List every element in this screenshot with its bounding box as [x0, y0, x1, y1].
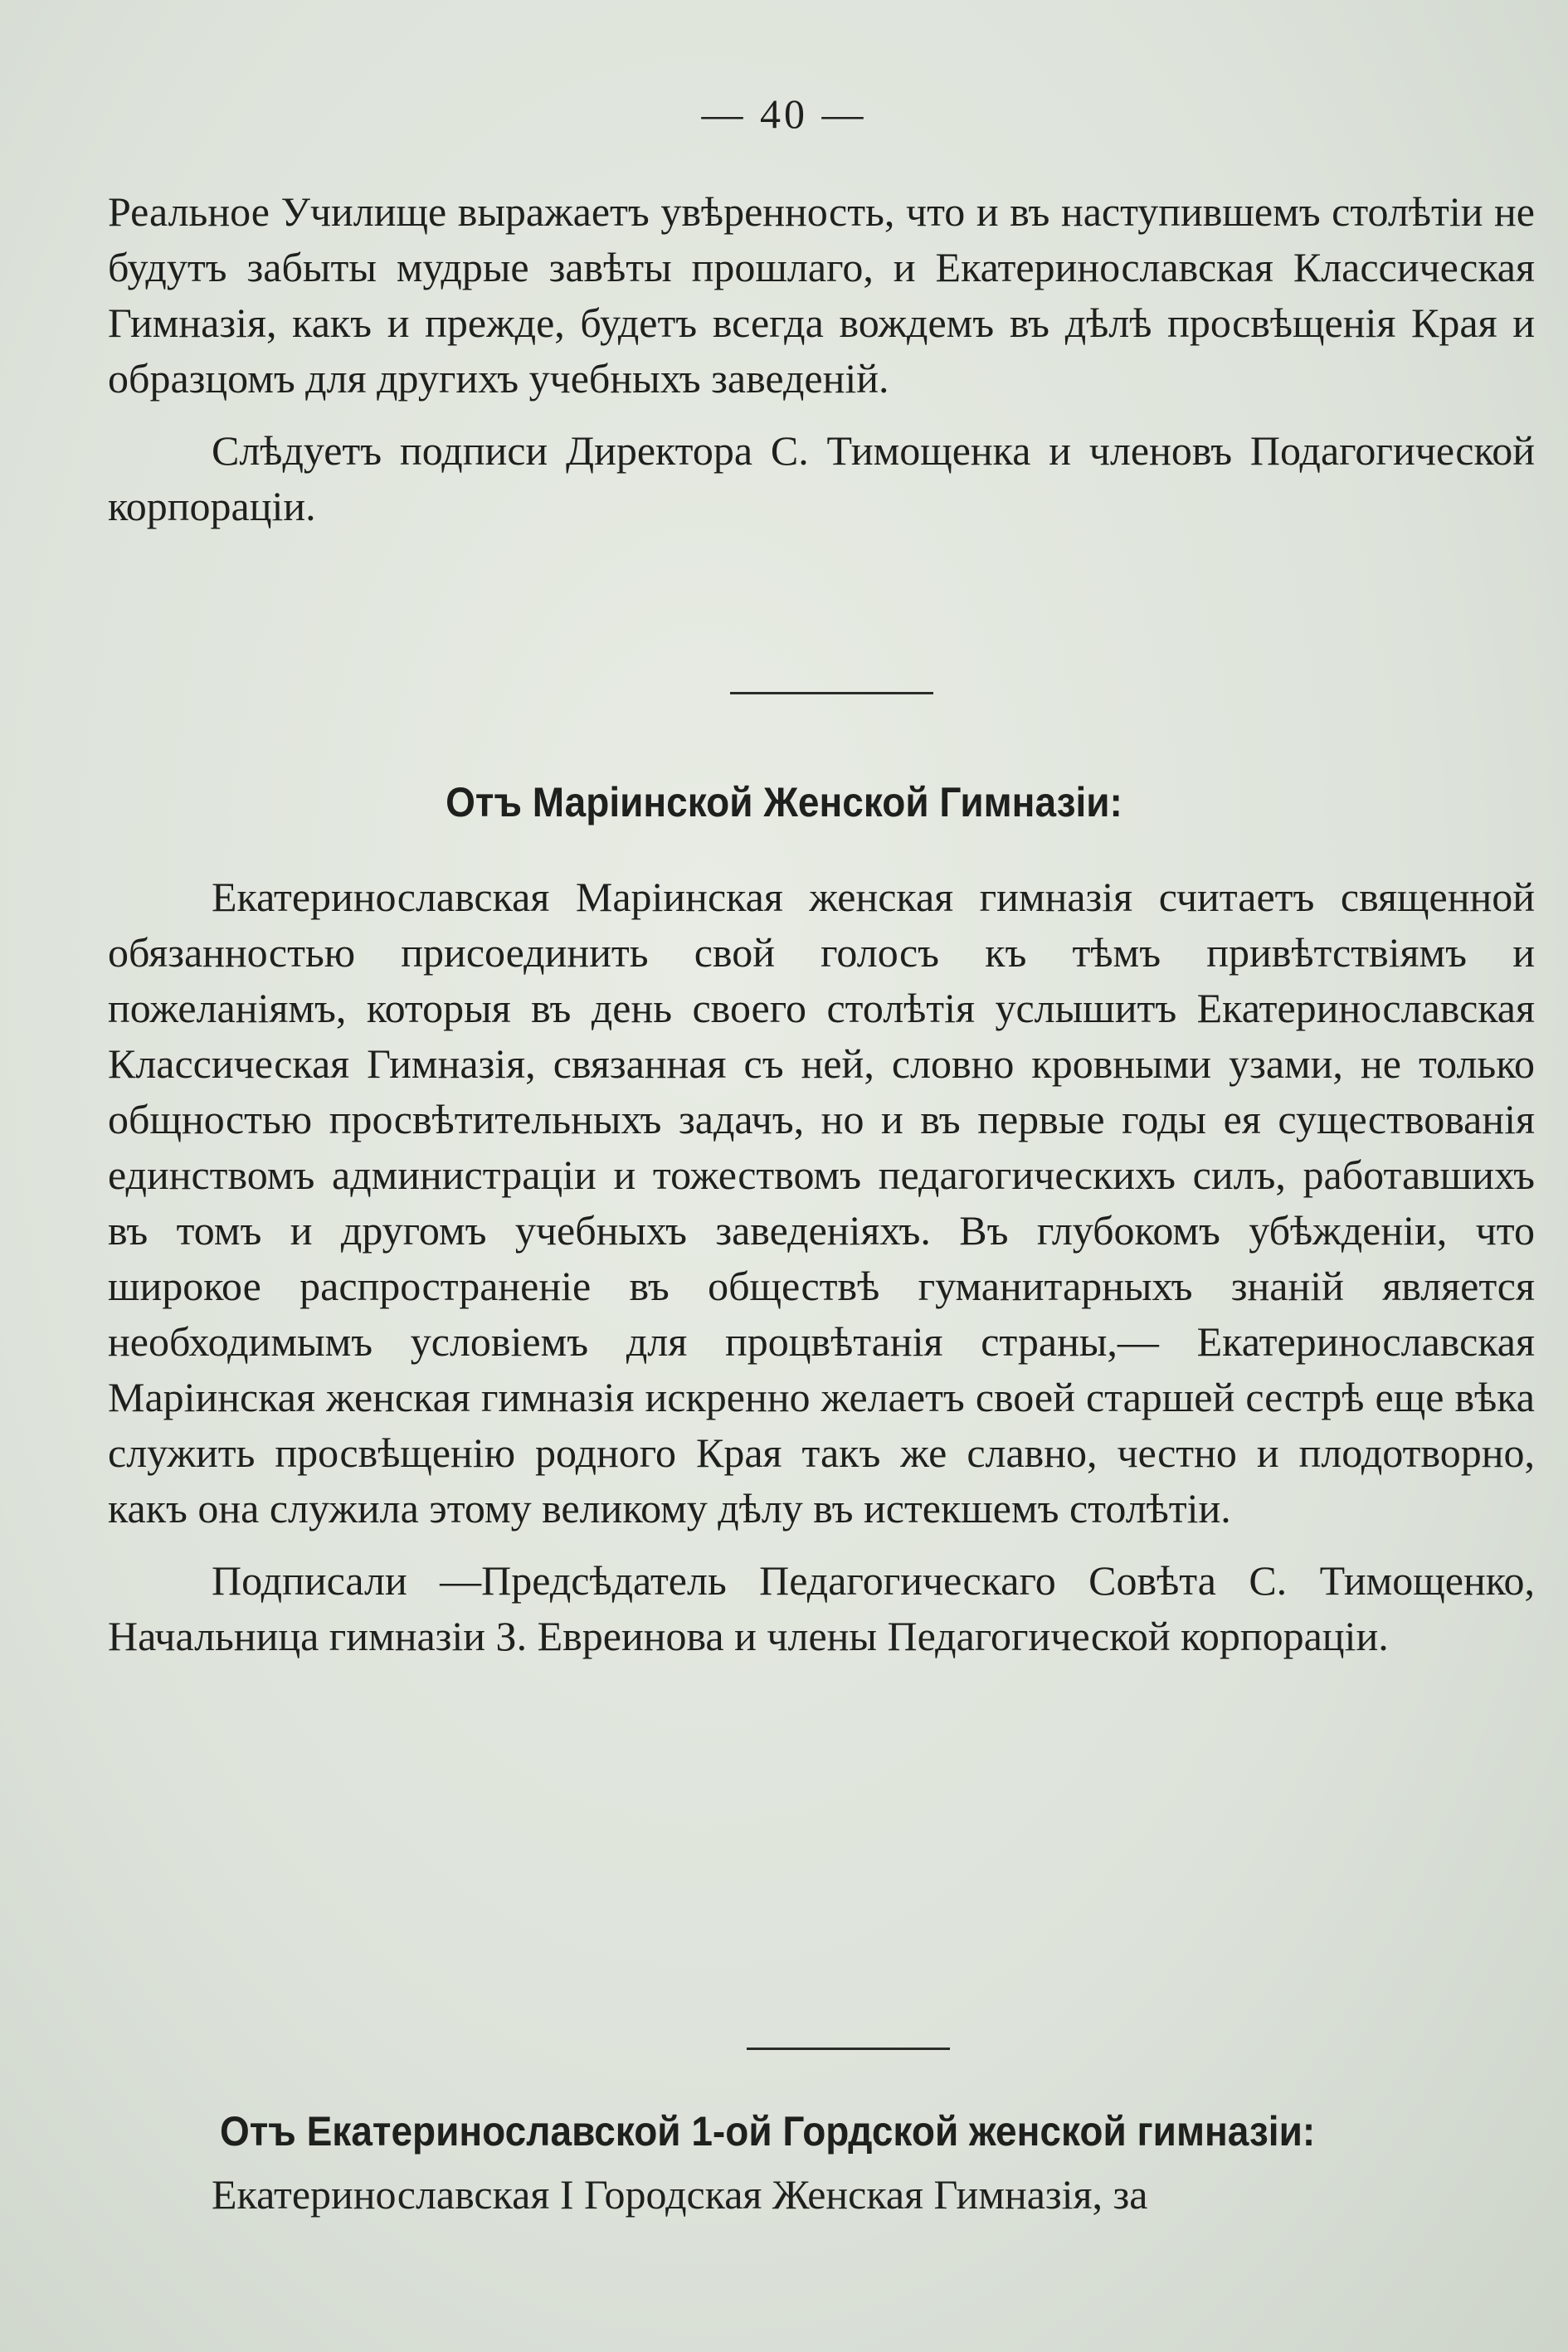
section-2-body	[108, 869, 1535, 1664]
signature-paragraph: Подписали —Предсѣдатель Педагогическаго Совѣта С. Тимощенко, Начальница гимназіи З. Евреинова и члены Педагогической корпораціи.	[108, 1557, 1535, 1659]
section-3-body	[108, 2167, 1535, 2223]
page-number: — 40 —	[701, 90, 867, 137]
section-heading: Отъ Маріинской Женской Гимназіи:	[446, 779, 1122, 825]
paragraph: Екатеринославская I Городская Женская Гимназія, за	[212, 2171, 1148, 2218]
section-divider	[730, 692, 933, 694]
section-1-continuation	[108, 184, 1535, 534]
paragraph: Екатеринославская Маріинская женская гимназія считаетъ священной обязанностью присоединить свой голосъ къ тѣмъ привѣтствіямъ и пожеланіямъ, которыя въ день своего столѣтія услышитъ Екатеринославская Классическая Гимназія, связанная съ ней, словно кровными узами, не только общностью просвѣтительныхъ задачъ, но и въ первые годы ея существованія единствомъ администраціи и тожествомъ педагогическихъ силъ, работавшихъ въ томъ и другомъ учебныхъ заведеніяхъ. Въ глубокомъ убѣжденіи, что широкое распространеніе въ обществѣ гуманитарныхъ знаній является необходимымъ условіемъ для процвѣтанія страны,— Екатеринославская Маріинская женская гимназія искренно желаетъ своей старшей сестрѣ еще вѣка служить просвѣщенію родного Края такъ же славно, честно и плодотворно, какъ она служила этому великому дѣлу въ истекшемъ столѣтіи.	[108, 874, 1535, 1531]
section-heading: Отъ Екатеринославской 1-ой Гордской женской гимназіи:	[220, 2108, 1316, 2155]
signature-paragraph: Слѣдуетъ подписи Директора С. Тимощенка и членовъ Подагогической корпораціи.	[108, 427, 1535, 529]
section-divider	[747, 2048, 950, 2050]
paragraph: Реальное Училище выражаетъ увѣренность, что и въ наступившемъ столѣтіи не будутъ забыты мудрые завѣты прошлаго, и Екатеринославская Классическая Гимназія, какъ и прежде, будетъ всегда вождемъ въ дѣлѣ просвѣщенія Края и образцомъ для другихъ учебныхъ заведеній.	[108, 188, 1535, 402]
